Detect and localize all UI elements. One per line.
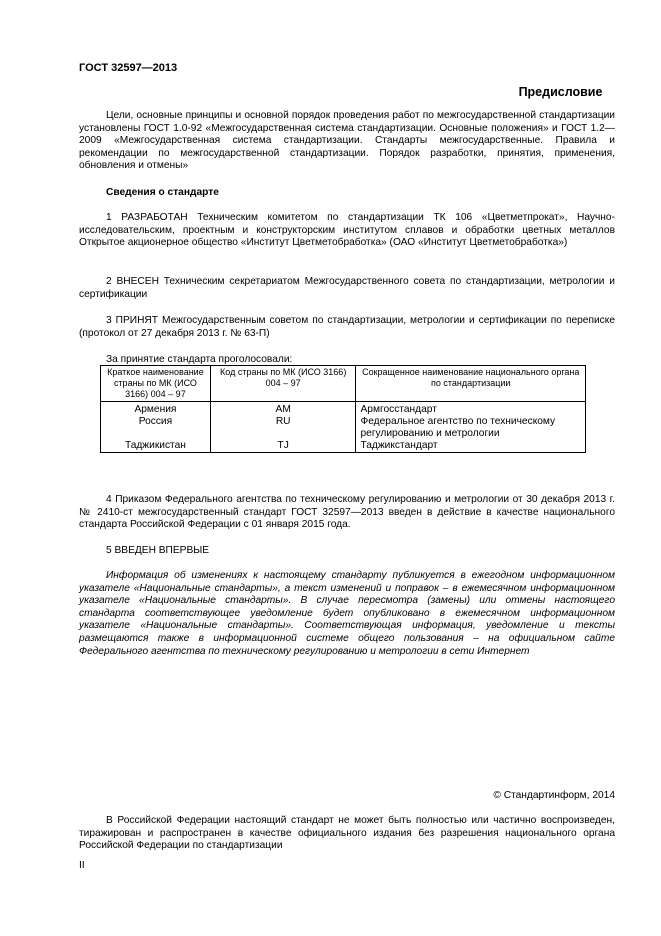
intro-paragraph: Цели, основные принципы и основной порядок проведения работ по межгосударственной стандартизации установлены ГОСТ 1.0-92 «Межгосударственная система стандартизации. Основные положения» и ГОСТ 1.2—2009 «Межгосударственная система стандартизации. Стандарты межгосударственные. Правила и рекомендации по межгосударственной стандартизации. Порядок разработки, принятия, применения, обновления и отмены» <box>79 110 615 172</box>
item-submitted: 2 ВНЕСЕН Техническим секретариатом Межгосударственного совета по стандартизации, метрологии и сертификации <box>79 276 615 300</box>
table-row <box>101 402 586 417</box>
table-row <box>101 416 586 440</box>
info-paragraph: Информация об изменениях к настоящему стандарту публикуется в ежегодном информационном указателе «Национальные стандарты», а текст изменений и поправок – в ежемесячном информационном указателе «Национальные стандарты». В случае пересмотра (замены) или отмены настоящего стандарта соответствующее уведомление будет опубликовано в ежемесячном информационном указателе «Национальные стандарты». Соответствующая информация, уведомление и тексты размещаются также в информационной системе общего пользования – на официальном сайте Федерального агентства по техническому регулированию и метрологии в сети Интернет <box>79 570 615 657</box>
legal-notice: В Российской Федерации настоящий стандарт не может быть полностью или частично воспроизведен, тиражирован и распространен в качестве официального издания без разрешения национального органа Российской Федерации по стандартизации <box>79 815 615 852</box>
document-code: ГОСТ 32597—2013 <box>79 62 178 74</box>
copyright: © Стандартинформ, 2014 <box>493 790 615 801</box>
page-title: Предисловие <box>518 85 603 99</box>
item-first-introduced: 5 ВВЕДЕН ВПЕРВЫЕ <box>106 545 210 556</box>
table-header-code: Код страны по МК (ИСО 3166) 004 – 97 <box>210 366 356 402</box>
page-title-wrap <box>0 83 661 101</box>
table-cell-body: Таджикстандарт <box>356 440 586 453</box>
table-cell-body: Армгосстандарт <box>356 402 586 417</box>
item-developed: 1 РАЗРАБОТАН Техническим комитетом по стандартизации ТК 106 «Цветметпрокат», Научно-исследовательским, проектным и конструкторским институтом сплавов и обработки цветных металлов Открытое акционерное общество «Институт Цветметобработка» (ОАО «Институт Цветметобработка») <box>79 212 615 249</box>
table-cell-code: RU <box>210 416 356 440</box>
section-subheading: Сведения о стандарте <box>106 187 219 198</box>
vote-caption: За принятие стандарта проголосовали: <box>106 354 293 365</box>
item-put-into-effect: 4 Приказом Федерального агентства по техническому регулированию и метрологии от 30 декабря 2013 г. № 2410-ст межгосударственный стандарт ГОСТ 32597—2013 введен в действие в качестве национального стандарта Российской Федерации с 01 января 2015 года. <box>79 494 615 531</box>
table-row <box>101 440 586 453</box>
item-adopted: 3 ПРИНЯТ Межгосударственным советом по стандартизации, метрологии и сертификации по переписке (протокол от 27 декабря 2013 г. № 63-П) <box>79 315 615 339</box>
table-cell-code: AM <box>210 402 356 417</box>
table-cell-country: Таджикистан <box>101 440 211 453</box>
table-cell-code: TJ <box>210 440 356 453</box>
table-header-country: Краткое наименование страны по МК (ИСО 3166) 004 – 97 <box>101 366 211 402</box>
table-cell-country: Армения <box>101 402 211 417</box>
table-cell-body: Федеральное агентство по техническому регулированию и метрологии <box>356 416 586 440</box>
table-cell-country: Россия <box>101 416 211 440</box>
table-header-row <box>101 366 586 402</box>
page-number: II <box>79 860 85 871</box>
vote-table <box>100 365 586 453</box>
table-header-body: Сокращенное наименование национального органа по стандартизации <box>356 366 586 402</box>
